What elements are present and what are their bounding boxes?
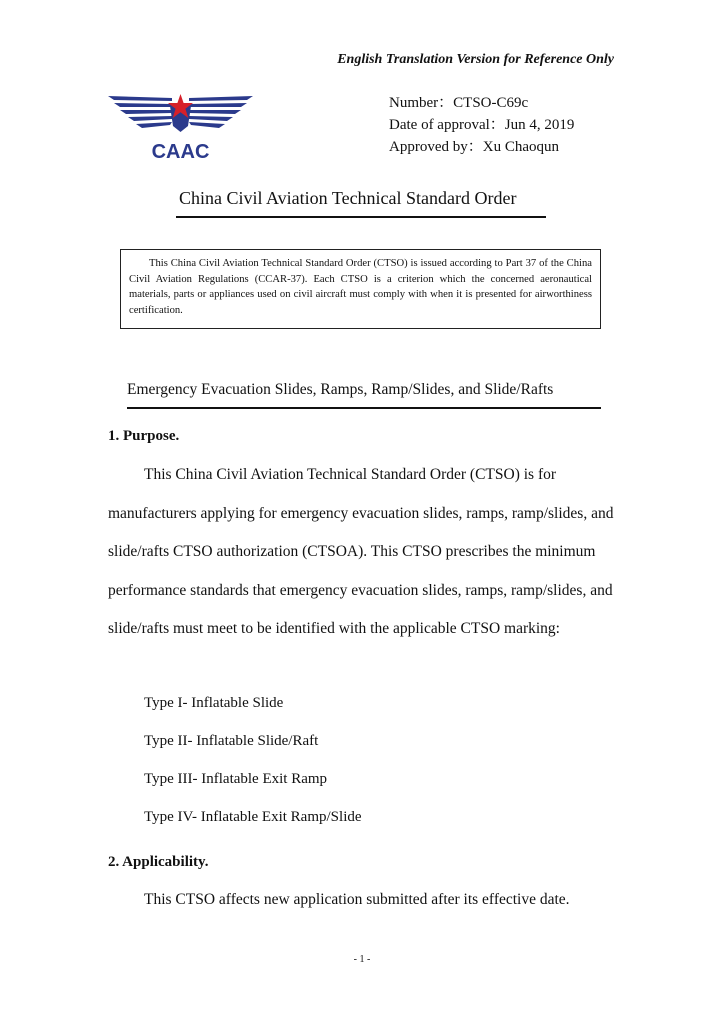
- page-number: - 1 -: [353, 954, 371, 965]
- document-number: Number：CTSO-C69c: [389, 95, 529, 111]
- caac-winged-star-icon: [108, 92, 253, 164]
- approved-by: Approved by：Xu Chaoqun: [389, 139, 559, 155]
- subject-underline: [127, 407, 601, 409]
- section-heading-purpose: 1. Purpose.: [108, 428, 180, 444]
- document-title: China Civil Aviation Technical Standard Order: [179, 188, 517, 208]
- notice-text: This China Civil Aviation Technical Standard Order (CTSO) is issued according to Part 37 of the China Civil Aviation Regulations (CCAR-37). Each CTSO is a criterion which the concerned aeronautical materials, parts or appliances used on civil aircraft must comply with when it is presented for airworthiness certification.: [129, 258, 592, 316]
- type-item: Type I- Inflatable Slide: [144, 695, 284, 711]
- type-item: Type II- Inflatable Slide/Raft: [144, 733, 319, 749]
- notice-box: [120, 249, 601, 329]
- type-item: Type IV- Inflatable Exit Ramp/Slide: [144, 809, 362, 825]
- applicability-text: This CTSO affects new application submitted after its effective date.: [144, 891, 570, 908]
- type-item: Type III- Inflatable Exit Ramp: [144, 771, 328, 787]
- translation-note: English Translation Version for Reference Only: [337, 52, 614, 67]
- purpose-paragraph: [108, 456, 615, 649]
- approval-date: Date of approval：Jun 4, 2019: [389, 117, 575, 133]
- document-meta: [389, 92, 574, 158]
- logo-wordmark: CAAC: [151, 141, 210, 163]
- caac-logo: [108, 92, 253, 164]
- title-underline: [176, 216, 546, 218]
- subject-title: Emergency Evacuation Slides, Ramps, Ramp/Slides, and Slide/Rafts: [127, 381, 554, 398]
- purpose-text: This China Civil Aviation Technical Standard Order (CTSO) is for manufacturers applying for emergency evacuation slides, ramps, ramp/slides, and slide/rafts CTSO authorization (CTSOA). This CTSO prescribes the minimum performance standards that emergency evacuation slides, ramps, ramp/slides, and slide/rafts must meet to be identified with the applicable CTSO marking:: [108, 466, 614, 637]
- section-heading-applicability: 2. Applicability.: [108, 854, 209, 870]
